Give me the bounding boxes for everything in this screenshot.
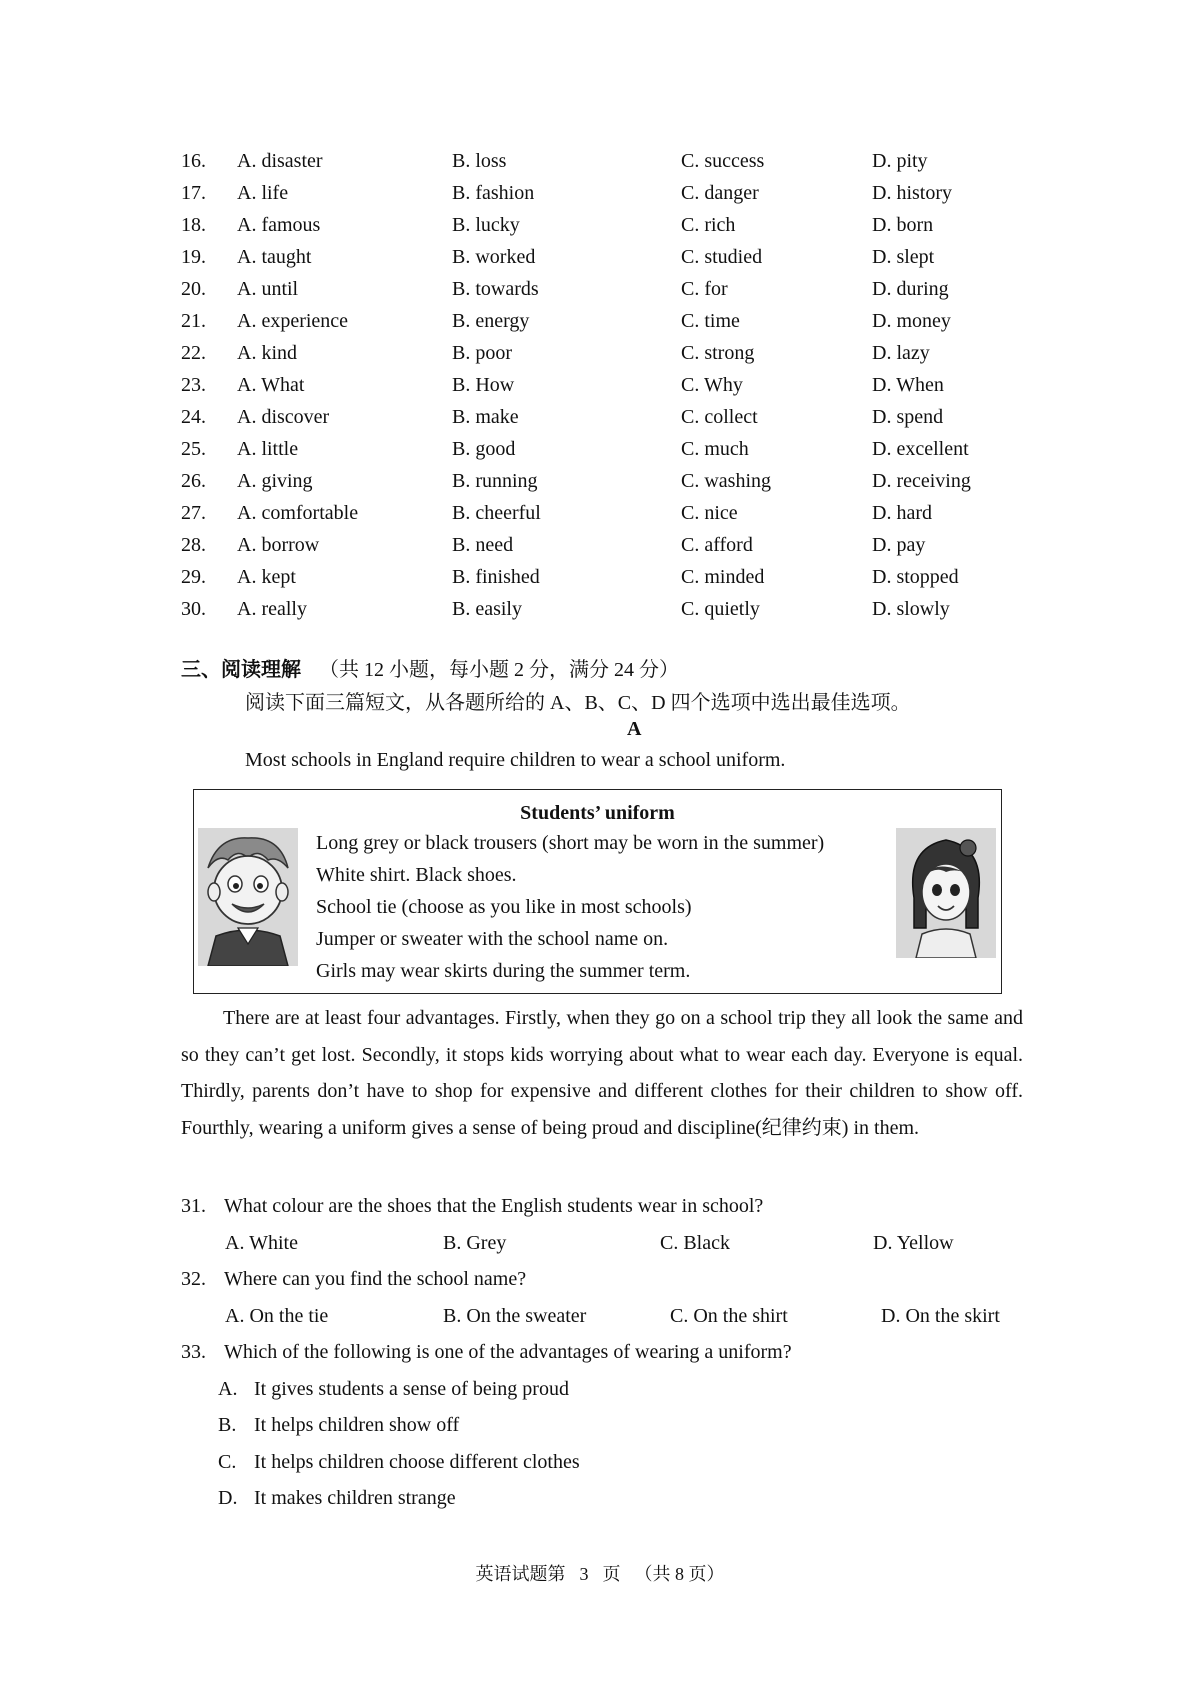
option-b: B. make [452,406,519,428]
option-c: C. nice [681,502,738,524]
option-d: D. spend [872,406,944,428]
option-b: B. lucky [452,214,520,236]
option-letter: C. [218,1451,237,1473]
option-c: C. success [681,150,765,172]
option-b: B. fashion [452,182,535,204]
section-score: （共 12 小题，每小题 2 分，满分 24 分） [319,659,679,681]
question-number: 27. [181,502,206,524]
question-number: 25. [181,438,206,460]
question-number: 33. [181,1341,206,1363]
uniform-line: White shirt. Black shoes. [316,864,517,886]
option-d: D. slept [872,246,935,268]
question-number: 20. [181,278,206,300]
option-c: C. rich [681,214,736,236]
uniform-line: Long grey or black trousers (short may be worn in the summer) [316,832,825,854]
option-text: It helps children show off [254,1414,460,1436]
option-a [218,1378,569,1401]
option-c: C. danger [681,182,759,204]
option-c: C. strong [681,342,755,364]
question-number: 21. [181,310,206,332]
option-b: B. finished [452,566,540,588]
page-number: 3 [579,1564,589,1584]
boy-illustration [198,828,298,966]
question-number: 30. [181,598,206,620]
option-row [0,438,1200,468]
option-a: A. little [237,438,299,460]
option-d: D. pay [872,534,926,556]
question-number: 24. [181,406,206,428]
passage-letter: A [627,718,642,740]
passage-intro: Most schools in England require children to wear a school uniform. [245,749,786,771]
question-31 [181,1195,763,1218]
option-text: It gives students a sense of being proud [254,1378,569,1400]
option-a: A. experience [237,310,349,332]
option-a: A. discover [237,406,330,428]
option-d: D. When [872,374,944,396]
option-row [0,598,1200,628]
option-a: A. kept [237,566,296,588]
option-c: C. quietly [681,598,760,620]
option-c: C. Black [660,1232,730,1254]
option-a: A. famous [237,214,321,236]
question-number: 26. [181,470,206,492]
option-row [0,342,1200,372]
option-row [0,566,1200,596]
option-b [218,1414,459,1437]
option-row [0,214,1200,244]
option-a: A. disaster [237,150,323,172]
uniform-info-box [193,789,1002,994]
option-c: C. afford [681,534,753,556]
question-number: 19. [181,246,206,268]
option-text: It helps children choose different clothes [254,1451,580,1473]
option-row [0,470,1200,500]
option-d: D. born [872,214,934,236]
option-d: D. slowly [872,598,950,620]
page-footer [0,1560,1200,1586]
option-b: B. How [452,374,515,396]
option-a: A. until [237,278,299,300]
section-instructions: 阅读下面三篇短文，从各题所给的 A、B、C、D 四个选项中选出最佳选项。 [245,692,911,714]
option-c: C. Why [681,374,743,396]
option-letter: A. [218,1378,238,1400]
option-a: A. On the tie [225,1305,329,1327]
option-c: C. collect [681,406,758,428]
option-b: B. loss [452,150,507,172]
option-c: C. minded [681,566,765,588]
question-number: 28. [181,534,206,556]
option-text: It makes children strange [254,1487,456,1509]
option-b: B. good [452,438,516,460]
option-row [0,246,1200,276]
option-d: D. pity [872,150,928,172]
question-number: 17. [181,182,206,204]
paragraph-text: There are at least four advantages. Firstly, when they go on a school trip they all look the same and so they can’t get lost. Secondly, it stops kids worrying about what to wear each day. Everyone is equal. Thirdly, parents don’t have to shop for expensive and different clothes for their children to show off. Fourthly, wearing a uniform gives a sense of being proud and discipline(纪律约束) in them. [181,1007,1023,1139]
option-row [0,374,1200,404]
option-b: B. need [452,534,514,556]
option-a: A. life [237,182,289,204]
uniform-line: Jumper or sweater with the school name on. [316,928,669,950]
option-d [218,1487,456,1510]
option-b: B. energy [452,310,530,332]
option-c: C. studied [681,246,763,268]
page-total: （共 8 页） [634,1564,725,1584]
uniform-line: Girls may wear skirts during the summer term. [316,960,691,982]
option-a: A. White [225,1232,298,1254]
question-33 [181,1341,792,1364]
option-row [0,150,1200,180]
option-d: D. receiving [872,470,971,492]
girl-illustration [896,828,996,958]
option-row [0,182,1200,212]
option-a: A. taught [237,246,312,268]
section-heading [181,653,679,682]
question-number: 32. [181,1268,206,1290]
option-c: C. for [681,278,728,300]
option-d: D. Yellow [873,1232,954,1254]
option-row [0,310,1200,340]
question-text: Which of the following is one of the advantages of wearing a uniform? [224,1341,792,1363]
uniform-line: School tie (choose as you like in most schools) [316,896,692,918]
option-b: B. towards [452,278,539,300]
option-b: B. poor [452,342,512,364]
option-c: C. On the shirt [670,1305,788,1327]
option-a: A. giving [237,470,313,492]
option-c: C. time [681,310,740,332]
question-number: 16. [181,150,206,172]
option-row [0,278,1200,308]
option-d: D. hard [872,502,932,524]
question-number: 18. [181,214,206,236]
option-c: C. much [681,438,749,460]
footer-suffix: 页 [602,1564,621,1584]
option-b: B. Grey [443,1232,507,1254]
option-b: B. running [452,470,538,492]
footer-prefix: 英语试题第 [475,1564,566,1584]
option-a: A. really [237,598,307,620]
option-a: A. kind [237,342,297,364]
question-number: 23. [181,374,206,396]
section-title: 三、阅读理解 [181,659,301,681]
question-number: 31. [181,1195,206,1217]
option-letter: D. [218,1487,238,1509]
option-a: A. comfortable [237,502,359,524]
question-32 [181,1268,526,1291]
option-b: B. On the sweater [443,1305,587,1327]
question-number: 22. [181,342,206,364]
question-number: 29. [181,566,206,588]
option-d: D. money [872,310,951,332]
option-b: B. worked [452,246,536,268]
option-a: A. borrow [237,534,320,556]
option-row [0,406,1200,436]
option-d: D. stopped [872,566,959,588]
option-b: B. easily [452,598,522,620]
option-row [0,502,1200,532]
option-d: D. during [872,278,949,300]
question-text: Where can you find the school name? [224,1268,527,1290]
option-b: B. cheerful [452,502,541,524]
passage-paragraph [181,1000,1023,1146]
option-d: D. history [872,182,952,204]
option-d: D. lazy [872,342,930,364]
option-c: C. washing [681,470,771,492]
option-row [0,534,1200,564]
question-text: What colour are the shoes that the English students wear in school? [224,1195,764,1217]
option-d: D. On the skirt [881,1305,1000,1327]
option-a: A. What [237,374,305,396]
option-d: D. excellent [872,438,969,460]
option-c [218,1451,580,1474]
box-title: Students’ uniform [520,802,675,824]
option-letter: B. [218,1414,237,1436]
